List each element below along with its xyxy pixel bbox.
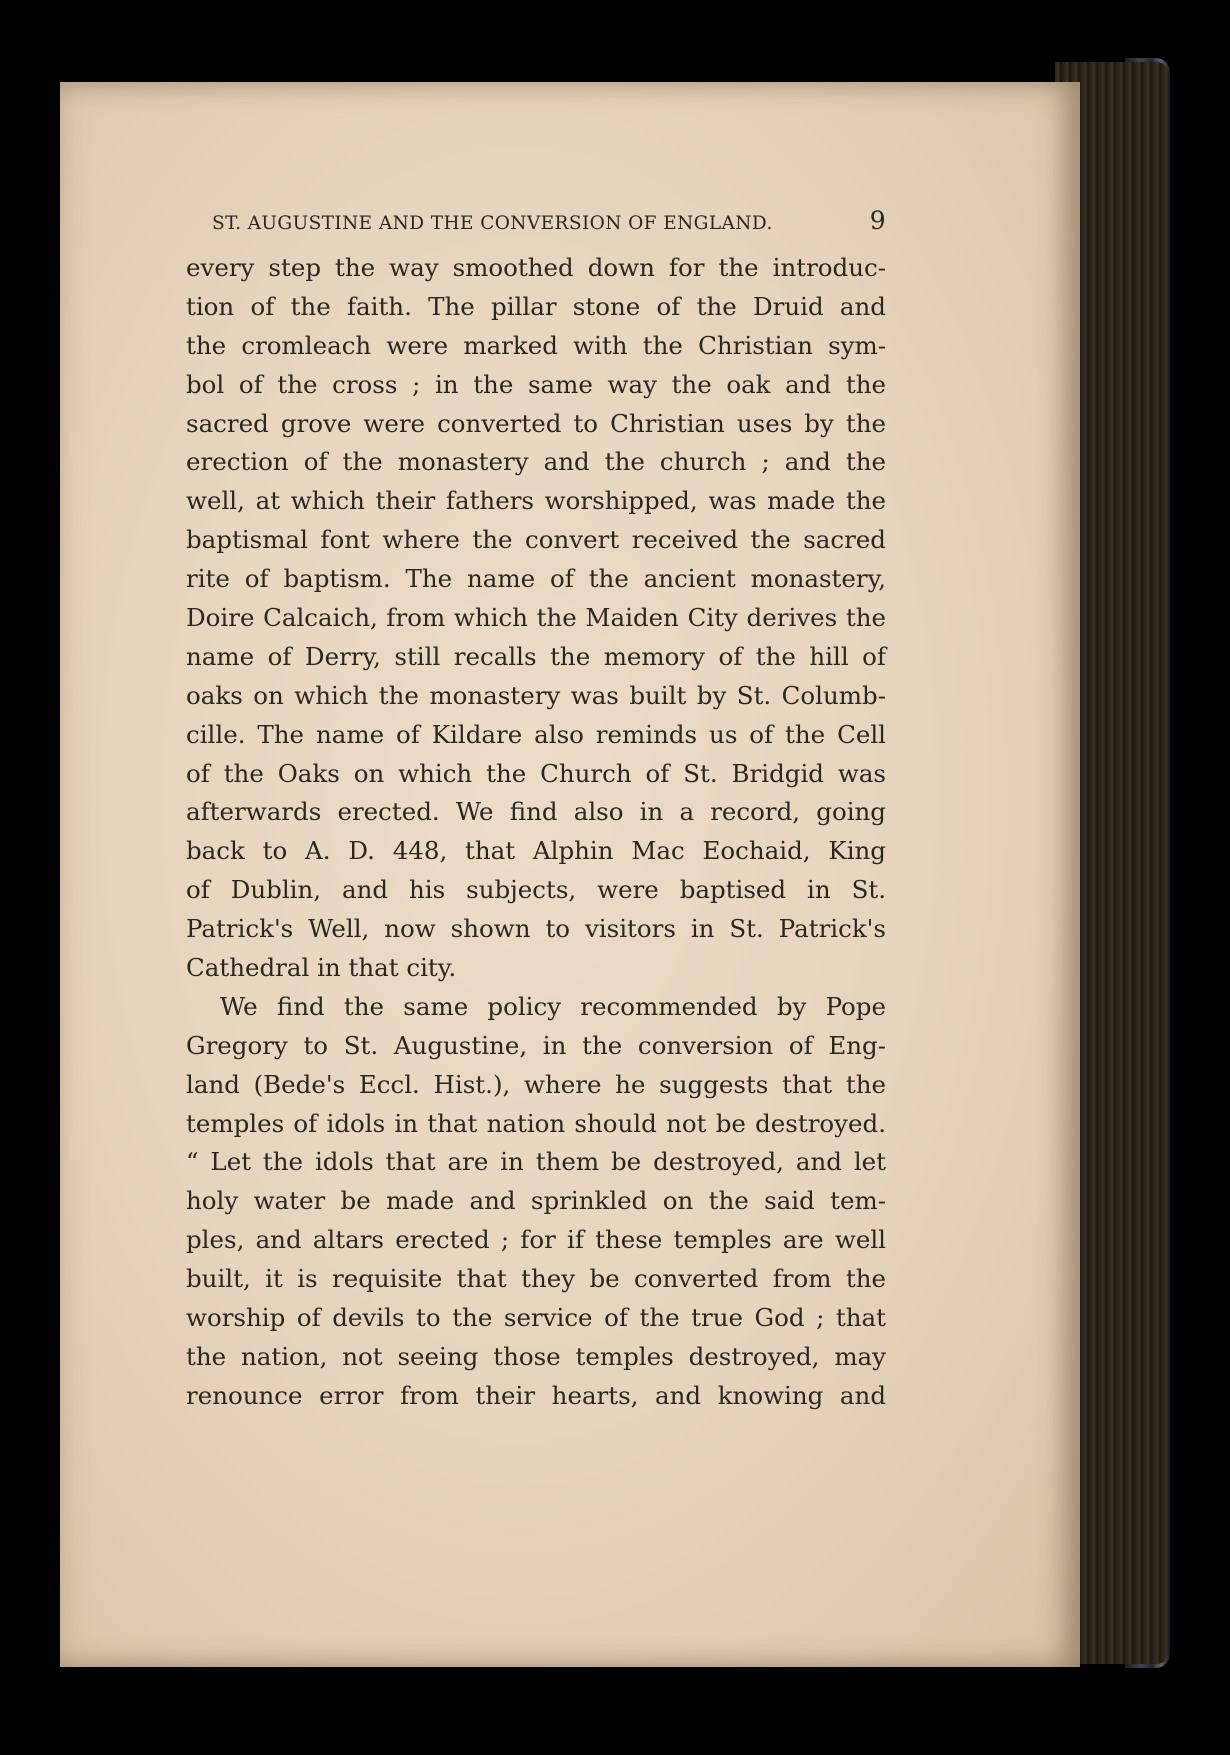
text-line: holy water be made and sprinkled on the said tem- [186,1186,886,1216]
text-line: tion of the faith. The pillar stone of the Druid and [186,291,886,321]
text-line: the cromleach were marked with the Christian sym- [186,330,886,360]
text-line: built, it is requisite that they be converted from the [186,1264,886,1294]
text-line: name of Derry, still recalls the memory of the hill of [186,641,886,671]
text-line: cille. The name of Kildare also reminds us of the Cell [186,719,886,749]
running-head-title: ST. AUGUSTINE AND THE CONVERSION OF ENGLAND. [212,213,773,234]
text-line: “ Let the idols that are in them be destroyed, and let [186,1147,886,1177]
text-line: Cathedral in that city. [186,953,457,983]
text-line: of the Oaks on which the Church of St. Bridgid was [186,758,886,788]
text-line: erection of the monastery and the church ; and the [186,447,886,477]
text-line: every step the way smoothed down for the introduc- [186,253,886,282]
text-line: Gregory to St. Augustine, in the conversion of Eng- [186,1030,886,1060]
text-line: bol of the cross ; in the same way the oak and the [186,369,886,399]
page-text [186,206,886,1416]
text-line: renounce error from their hearts, and knowing and [186,1380,886,1410]
text-line: back to A. D. 448, that Alphin Mac Eochaid, King [186,836,886,866]
text-line: oaks on which the monastery was built by St. Columb- [186,680,886,710]
paragraph-start-line: We find the same policy recommended by Pope [220,991,886,1021]
text-line: of Dublin, and his subjects, were baptised in St. [186,875,886,905]
page-number: 9 [869,206,886,235]
text-line: afterwards erected. We find also in a record, going [186,797,886,827]
text-line: ples, and altars erected ; for if these temples are well [186,1225,886,1255]
text-line: sacred grove were converted to Christian uses by the [186,408,886,438]
text-line: rite of baptism. The name of the ancient monastery, [186,564,886,594]
text-line: baptismal font where the convert received the sacred [186,525,886,555]
text-line: land (Bede's Eccl. Hist.), where he suggests that the [186,1069,886,1099]
text-line: worship of devils to the service of the true God ; that [186,1303,886,1333]
text-line: well, at which their fathers worshipped, was made the [186,486,886,516]
text-line: temples of idols in that nation should not be destroyed. [186,1108,886,1138]
text-line: Doire Calcaich, from which the Maiden City derives the [186,603,886,633]
text-line: Patrick's Well, now shown to visitors in St. Patrick's [186,914,886,944]
running-head [212,206,886,235]
text-line: the nation, not seeing those temples destroyed, may [186,1341,886,1371]
